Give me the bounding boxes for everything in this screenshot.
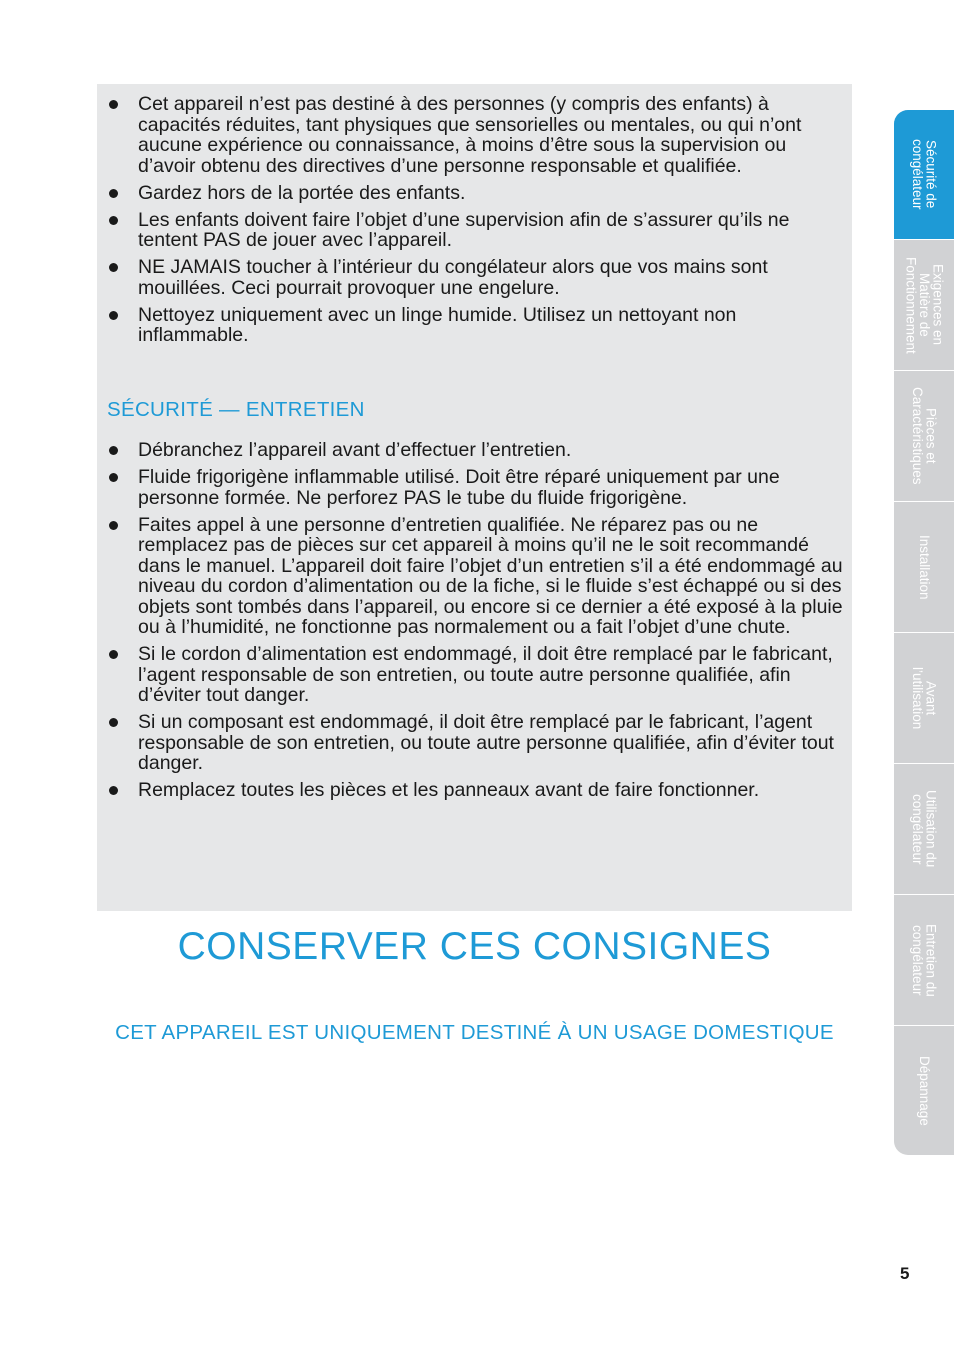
list-item: [97, 305, 852, 346]
tab-label: Installation: [916, 534, 932, 600]
bullet-icon: [109, 521, 118, 530]
list-item-text: Faites appel à une personne d’entretien qualifiée. Ne réparez pas ou ne remplacez pas de pièces sur cet appareil à moins qu’il ne le soit recommandé dans le manuel. L’appareil doit faire l’objet d’un entretien s’il a été endommagé au niveau du cordon d’alimentation ou de la fiche, si le fluide s’est échappé ou si des objets sont tombés dans l’appareil, ou encore si ce dernier a été exposé à la pluie ou à l’humidité, ne fonctionne pas normalement ou a fait l’objet d’une chute.: [138, 513, 843, 638]
list-item-text: Si le cordon d’alimentation est endommagé, il doit être remplacé par le fabricant, l’agent responsable de son entretien, ou toute autre personne qualifiée, afin d’éviter tout danger.: [138, 643, 833, 706]
list-item-text: Si un composant est endommagé, il doit être remplacé par le fabricant, l’agent responsable de son entretien, ou toute autre personne qualifiée, afin d’éviter tout danger.: [138, 711, 834, 774]
list-item: [97, 515, 852, 638]
tab-pieces-et-caracteristiques[interactable]: [894, 371, 954, 502]
section-tabs: [894, 110, 954, 1155]
tab-depannage[interactable]: [894, 1026, 954, 1155]
bullet-icon: [109, 189, 118, 198]
tab-utilisation-du-congelateur[interactable]: [894, 764, 954, 895]
list-item-text: Gardez hors de la portée des enfants.: [138, 181, 466, 204]
tab-label: Dépannage: [916, 1055, 932, 1126]
tab-label: Sécurité de congélateur: [910, 139, 939, 210]
bullet-icon: [109, 263, 118, 272]
bullet-icon: [109, 100, 118, 109]
safety-list-general: [97, 94, 852, 352]
page-subtitle: CET APPAREIL EST UNIQUEMENT DESTINÉ À UN USAGE DOMESTIQUE: [115, 1021, 834, 1044]
list-item: [97, 94, 852, 176]
tab-entretien-du-congelateur[interactable]: [894, 895, 954, 1026]
list-item: [97, 210, 852, 251]
section-heading-maintenance: SÉCURITÉ — ENTRETIEN: [107, 398, 365, 421]
safety-list-maintenance: [97, 440, 852, 807]
list-item-text: NE JAMAIS toucher à l’intérieur du congélateur alors que vos mains sont mouillées. Ceci pourrait provoquer une engelure.: [138, 256, 768, 299]
page-title: CONSERVER CES CONSIGNES: [177, 925, 772, 968]
tab-label: Exigences en Matière de Fonctionnement: [903, 256, 946, 354]
list-item-text: Cet appareil n’est pas destiné à des personnes (y compris des enfants) à capacités réduites, tant physiques que sensorielles ou mentales, ou qui n’ont aucune expérience ou connaissance, à moins d’être sous la supervision ou d’avoir obtenu des directives d’une personne responsable et qualifiée.: [138, 93, 802, 177]
list-item-text: Débranchez l’appareil avant d’effectuer l’entretien.: [138, 439, 572, 461]
tab-label: Utilisation du congélateur: [910, 790, 939, 868]
list-item: [97, 257, 852, 298]
tab-label: Entretien du congélateur: [910, 923, 939, 997]
bullet-icon: [109, 718, 118, 727]
bullet-icon: [109, 786, 118, 795]
list-item: [97, 467, 852, 508]
tab-exigences-en-matiere-de-fonctionnement[interactable]: [894, 240, 954, 371]
list-item: [97, 780, 852, 801]
bullet-icon: [109, 473, 118, 482]
tab-avant-lutilisation[interactable]: [894, 633, 954, 764]
tab-label: Pièces et Caractéristiques: [910, 387, 939, 485]
page-number: 5: [900, 1264, 910, 1283]
tab-label: Avant l’utilisation: [910, 666, 939, 730]
bullet-icon: [109, 446, 118, 455]
list-item-text: Remplacez toutes les pièces et les panneaux avant de faire fonctionner.: [138, 779, 760, 801]
bullet-icon: [109, 650, 118, 659]
safety-panel: [97, 84, 852, 911]
list-item: [97, 712, 852, 774]
list-item: [97, 183, 852, 204]
list-item-text: Les enfants doivent faire l’objet d’une supervision afin de s’assurer qu’ils ne tentent PAS de jouer avec l’appareil.: [138, 208, 790, 251]
list-item: [97, 644, 852, 706]
tab-securite-de-congelateur[interactable]: [894, 110, 954, 240]
list-item-text: Fluide frigorigène inflammable utilisé. Doit être réparé uniquement par une personne formée. Ne perforez PAS le tube du fluide frigorigène.: [138, 466, 780, 509]
bullet-icon: [109, 216, 118, 225]
bullet-icon: [109, 311, 118, 320]
list-item: [97, 440, 852, 461]
tab-installation[interactable]: [894, 502, 954, 633]
list-item-text: Nettoyez uniquement avec un linge humide. Utilisez un nettoyant non inflammable.: [138, 303, 737, 346]
